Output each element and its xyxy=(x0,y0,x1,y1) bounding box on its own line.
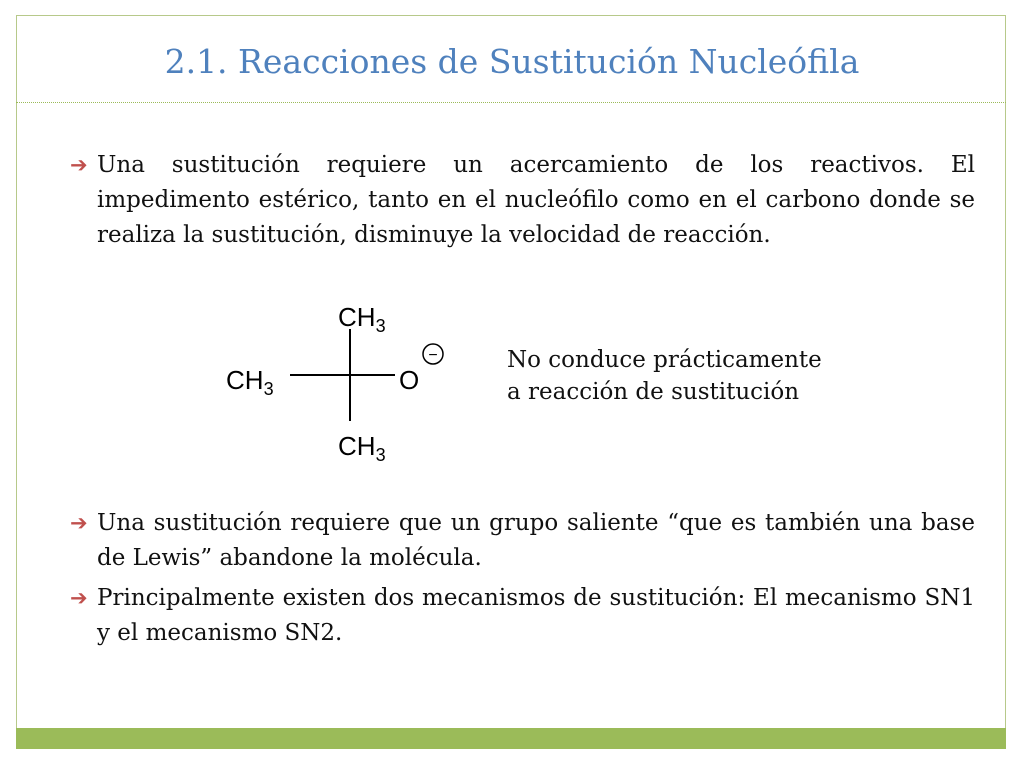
top-methyl-label: $CH_3$ xyxy=(338,302,386,336)
slide-title: 2.1. Reacciones de Sustitución Nucleófila xyxy=(164,42,860,81)
reaction-note xyxy=(507,344,822,408)
footer-accent-bar xyxy=(16,728,1006,749)
bullet-text: Una sustitución requiere que un grupo saliente “que es también una base de Lewis” abandone la molécula. xyxy=(97,510,975,571)
charge-sign: − xyxy=(428,347,438,364)
note-line-2: a reacción de sustitución xyxy=(507,379,800,405)
bullet-item xyxy=(70,506,975,576)
bottom-methyl-label: $CH_3$ xyxy=(338,431,386,465)
bullet-text: Una sustitución requiere un acercamiento de los reactivos. El impedimento estérico, tanto en el nucleófilo como en el carbono donde se realiza la sustitución, disminuye la velocidad de reacción. xyxy=(97,152,975,248)
bullet-item xyxy=(70,581,975,651)
tert-butoxide-structure xyxy=(220,295,460,475)
left-methyl-label: $CH_3$ xyxy=(226,365,274,399)
right-arrow-icon: ➔ xyxy=(70,511,88,535)
bullet-item xyxy=(70,148,975,253)
bullet-text: Principalmente existen dos mecanismos de sustitución: El mecanismo SN1 y el mecanismo SN2. xyxy=(97,585,975,646)
right-arrow-icon: ➔ xyxy=(70,586,88,610)
note-line-1: No conduce prácticamente xyxy=(507,347,822,373)
right-arrow-icon: ➔ xyxy=(70,153,88,177)
oxygen-label: O xyxy=(399,365,420,395)
title-divider xyxy=(16,102,1006,103)
